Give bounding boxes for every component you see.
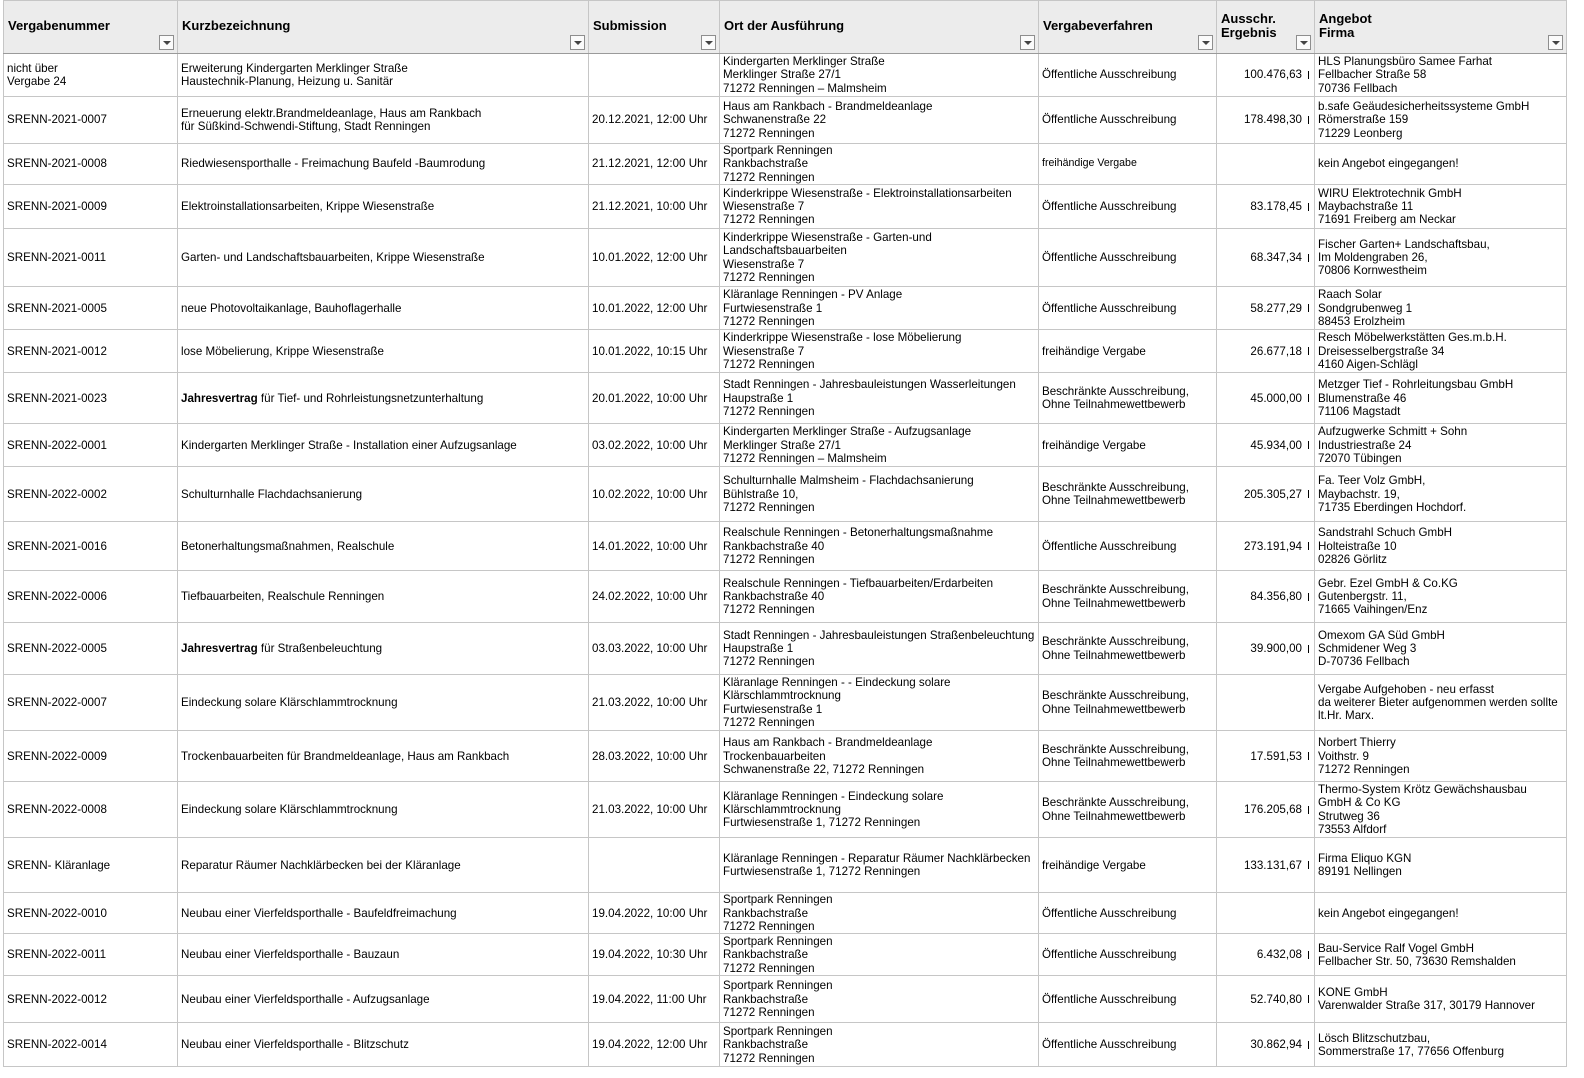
ergebnis-value: 133.131,67 [1243,858,1302,872]
cell-ergebnis[interactable] [1217,934,1315,976]
vergabe-table [3,0,1567,1067]
cell-kurzbezeichnung[interactable] [178,893,589,934]
ergebnis-value: 205.305,27 [1243,487,1302,501]
cell-vergabeverfahren[interactable]: Beschränkte Ausschreibung, Ohne Teilnahmewettbewerb [1039,571,1217,623]
cell-marker-icon [1308,441,1309,449]
cell-kurzbezeichnung[interactable] [178,54,589,97]
kurz-text: Trockenbauarbeiten für Brandmeldeanlage, Haus am Rankbach [181,749,510,763]
cell-kurzbezeichnung[interactable] [178,571,589,623]
kurz-text: lose Möbelierung, Krippe Wiesenstraße [181,344,384,358]
cell-ergebnis[interactable] [1217,976,1315,1023]
cell-kurzbezeichnung[interactable] [178,782,589,838]
cell-marker-icon [1308,752,1309,760]
cell-ergebnis[interactable] [1217,467,1315,522]
kurz-text: Neubau einer Vierfeldsporthalle - Aufzugsanlage [181,992,430,1006]
header-angebot-firma [1315,1,1567,54]
cell-ergebnis[interactable] [1217,229,1315,287]
cell-ergebnis[interactable] [1217,185,1315,229]
filter-dropdown-icon[interactable] [1548,35,1563,50]
cell-ort[interactable]: Kläranlage Renningen - Eindeckung solare Klärschlammtrocknung Furtwiesenstraße 1, 71272 Renningen [720,782,1039,838]
cell-ergebnis[interactable] [1217,54,1315,97]
cell-vergabeverfahren[interactable]: Öffentliche Ausschreibung [1039,97,1217,144]
cell-marker-icon [1308,542,1309,550]
table-row [4,571,1567,623]
table-row [4,623,1567,675]
cell-ort[interactable]: Schulturnhalle Malmsheim - Flachdachsanierung Bühlstraße 10, 71272 Renningen [720,467,1039,522]
cell-firma[interactable]: Firma Eliquo KGN 89191 Nellingen [1315,838,1567,893]
cell-submission[interactable]: 24.02.2022, 10:00 Uhr [589,571,720,623]
cell-kurzbezeichnung[interactable] [178,934,589,976]
ergebnis-value: 6.432,08 [1256,948,1302,962]
cell-ort[interactable]: Realschule Renningen - Betonerhaltungsmaßnahme Rankbachstraße 40 71272 Renningen [720,522,1039,571]
cell-firma[interactable]: WIRU Elektrotechnik GmbH Maybachstraße 11 71691 Freiberg am Neckar [1315,185,1567,229]
header-label: Angebot Firma [1319,11,1372,40]
header-kurzbezeichnung [178,1,589,54]
ergebnis-value: 58.277,29 [1250,301,1302,315]
cell-vergabenummer[interactable]: SRENN-2021-0007 [4,97,178,144]
cell-ergebnis[interactable] [1217,1023,1315,1067]
filter-dropdown-icon[interactable] [701,35,716,50]
cell-ergebnis[interactable] [1217,623,1315,675]
cell-vergabeverfahren[interactable]: Beschränkte Ausschreibung, Ohne Teilnahmewettbewerb [1039,467,1217,522]
cell-vergabeverfahren[interactable]: freihändige Vergabe [1039,838,1217,893]
ergebnis-value: 45.000,00 [1250,391,1302,405]
cell-kurzbezeichnung[interactable] [178,229,589,287]
filter-dropdown-icon[interactable] [570,35,585,50]
ergebnis-value: 68.347,34 [1250,251,1302,265]
table-row [4,522,1567,571]
cell-submission[interactable]: 28.03.2022, 10:00 Uhr [589,731,720,782]
cell-submission[interactable]: 21.03.2022, 10:00 Uhr [589,675,720,731]
kurz-bold-text: Jahresvertrag [181,391,258,405]
cell-vergabeverfahren[interactable]: Öffentliche Ausschreibung [1039,976,1217,1023]
cell-marker-icon [1308,995,1309,1003]
cell-vergabenummer[interactable]: SRENN-2022-0001 [4,424,178,467]
cell-submission[interactable] [589,54,720,97]
cell-vergabeverfahren[interactable]: Öffentliche Ausschreibung [1039,185,1217,229]
cell-vergabeverfahren[interactable]: Beschränkte Ausschreibung, Ohne Teilnahmewettbewerb [1039,373,1217,424]
cell-vergabenummer[interactable]: SRENN-2022-0009 [4,731,178,782]
cell-kurzbezeichnung[interactable] [178,1023,589,1067]
cell-firma[interactable]: Aufzugwerke Schmitt + Sohn Industriestraße 24 72070 Tübingen [1315,424,1567,467]
cell-submission[interactable]: 21.03.2022, 10:00 Uhr [589,782,720,838]
header-label: Submission [593,18,667,33]
cell-submission[interactable]: 03.02.2022, 10:00 Uhr [589,424,720,467]
table-row [4,976,1567,1023]
cell-vergabenummer[interactable]: SRENN-2022-0006 [4,571,178,623]
cell-ergebnis[interactable] [1217,675,1315,731]
kurz-text: für Straßenbeleuchtung [257,642,383,656]
kurz-text: für Tief- und Rohrleistungsnetzunterhaltung [257,391,484,405]
cell-vergabeverfahren[interactable]: Öffentliche Ausschreibung [1039,934,1217,976]
table-row [4,373,1567,424]
cell-vergabenummer[interactable]: SRENN-2022-0012 [4,976,178,1023]
ergebnis-value: 100.476,63 [1243,68,1302,82]
cell-submission[interactable]: 19.04.2022, 11:00 Uhr [589,976,720,1023]
cell-submission[interactable]: 19.04.2022, 10:30 Uhr [589,934,720,976]
kurz-text: Tiefbauarbeiten, Realschule Renningen [181,590,385,604]
ergebnis-value: 26.677,18 [1250,344,1302,358]
cell-submission[interactable]: 19.04.2022, 12:00 Uhr [589,1023,720,1067]
kurz-text: Neubau einer Vierfeldsporthalle - Baufeldfreimachung [181,906,457,920]
cell-firma[interactable]: Fischer Garten+ Landschaftsbau, Im Moldengraben 26, 70806 Kornwestheim [1315,229,1567,287]
table-row [4,838,1567,893]
cell-ort[interactable]: Sportpark Renningen Rankbachstraße 71272 Renningen [720,1023,1039,1067]
cell-ergebnis[interactable] [1217,97,1315,144]
table-row [4,144,1567,185]
table-row [4,287,1567,330]
cell-vergabeverfahren[interactable]: freihändige Vergabe [1039,330,1217,373]
cell-marker-icon [1308,71,1309,79]
filter-dropdown-icon[interactable] [159,35,174,50]
cell-ergebnis[interactable] [1217,782,1315,838]
cell-vergabenummer[interactable]: SRENN-2021-0023 [4,373,178,424]
cell-submission[interactable]: 21.12.2021, 12:00 Uhr [589,144,720,185]
ergebnis-value: 52.740,80 [1250,992,1302,1006]
cell-vergabenummer[interactable]: SRENN-2021-0011 [4,229,178,287]
table-row [4,467,1567,522]
cell-ort[interactable]: Stadt Renningen - Jahresbauleistungen Wasserleitungen Haupstraße 1 71272 Renningen [720,373,1039,424]
table-row [4,782,1567,838]
cell-ort[interactable]: Kläranlage Renningen - Reparatur Räumer Nachklärbecken Furtwiesenstraße 1, 71272 Renningen [720,838,1039,893]
kurz-text: Reparatur Räumer Nachklärbecken bei der Kläranlage [181,858,461,872]
cell-vergabeverfahren[interactable]: Beschränkte Ausschreibung, Ohne Teilnahmewettbewerb [1039,623,1217,675]
cell-marker-icon [1308,304,1309,312]
ergebnis-value: 17.591,53 [1250,749,1302,763]
cell-vergabenummer[interactable]: SRENN-2022-0008 [4,782,178,838]
kurz-text: Garten- und Landschaftsbauarbeiten, Krippe Wiesenstraße [181,251,485,265]
cell-vergabeverfahren[interactable]: Öffentliche Ausschreibung [1039,54,1217,97]
ergebnis-value: 45.934,00 [1250,438,1302,452]
header-vergabenummer [4,1,178,54]
table-row [4,731,1567,782]
kurz-text: Riedwiesensporthalle - Freimachung Baufeld -Baumrodung [181,157,486,171]
cell-vergabenummer[interactable]: SRENN- Kläranlage [4,838,178,893]
cell-ergebnis[interactable] [1217,838,1315,893]
cell-submission[interactable]: 20.01.2022, 10:00 Uhr [589,373,720,424]
header-label: Vergabenummer [8,18,110,33]
ergebnis-value: 178.498,30 [1243,113,1302,127]
cell-marker-icon [1308,593,1309,601]
cell-firma[interactable]: kein Angebot eingegangen! [1315,893,1567,934]
header-submission [589,1,720,54]
cell-submission[interactable]: 10.01.2022, 12:00 Uhr [589,287,720,330]
cell-vergabenummer[interactable]: SRENN-2022-0002 [4,467,178,522]
cell-firma[interactable]: Norbert Thierry Voithstr. 9 71272 Renningen [1315,731,1567,782]
cell-vergabenummer[interactable]: SRENN-2021-0005 [4,287,178,330]
cell-marker-icon [1308,490,1309,498]
cell-kurzbezeichnung[interactable] [178,522,589,571]
cell-firma[interactable]: Bau-Service Ralf Vogel GmbH Fellbacher Str. 50, 73630 Remshalden [1315,934,1567,976]
cell-kurzbezeichnung[interactable] [178,373,589,424]
cell-submission[interactable]: 20.12.2021, 12:00 Uhr [589,97,720,144]
header-label: Vergabeverfahren [1043,18,1153,33]
cell-ergebnis[interactable] [1217,522,1315,571]
cell-kurzbezeichnung[interactable] [178,287,589,330]
ergebnis-value: 30.862,94 [1250,1038,1302,1052]
header-ergebnis [1217,1,1315,54]
header-vergabeverfahren [1039,1,1217,54]
cell-vergabenummer[interactable]: SRENN-2022-0005 [4,623,178,675]
cell-vergabeverfahren[interactable]: freihändige Vergabe [1039,144,1217,185]
cell-vergabeverfahren[interactable]: Öffentliche Ausschreibung [1039,229,1217,287]
filter-dropdown-icon[interactable] [1020,35,1035,50]
table-row [4,424,1567,467]
cell-kurzbezeichnung[interactable] [178,731,589,782]
kurz-text: Eindeckung solare Klärschlammtrocknung [181,803,398,817]
kurz-text: Erneuerung elektr.Brandmeldeanlage, Haus am Rankbach für Süßkind-Schwendi-Stiftung, Stadt Renningen [181,106,482,133]
cell-marker-icon [1308,806,1309,814]
cell-ergebnis[interactable] [1217,330,1315,373]
cell-vergabenummer[interactable]: SRENN-2022-0014 [4,1023,178,1067]
cell-vergabeverfahren[interactable]: Beschränkte Ausschreibung, Ohne Teilnahmewettbewerb [1039,675,1217,731]
cell-ort[interactable]: Kläranlage Renningen - - Eindeckung solare Klärschlammtrocknung Furtwiesenstraße 1 71272 Renningen [720,675,1039,731]
cell-vergabenummer[interactable]: SRENN-2021-0008 [4,144,178,185]
cell-vergabenummer[interactable]: nicht über Vergabe 24 [4,54,178,97]
cell-ort[interactable]: Haus am Rankbach - Brandmeldeanlage Trockenbauarbeiten Schwanenstraße 22, 71272 Renningen [720,731,1039,782]
cell-marker-icon [1308,347,1309,355]
ergebnis-value: 176.205,68 [1243,803,1302,817]
cell-vergabeverfahren[interactable]: freihändige Vergabe [1039,424,1217,467]
cell-kurzbezeichnung[interactable] [178,97,589,144]
cell-kurzbezeichnung[interactable] [178,467,589,522]
table-row [4,54,1567,97]
cell-vergabeverfahren[interactable]: Beschränkte Ausschreibung, Ohne Teilnahmewettbewerb [1039,782,1217,838]
cell-firma[interactable]: HLS Planungsbüro Samee Farhat Fellbacher Straße 58 70736 Fellbach [1315,54,1567,97]
cell-ort[interactable]: Kinderkrippe Wiesenstraße - Elektroinstallationsarbeiten Wiesenstraße 7 71272 Renningen [720,185,1039,229]
cell-kurzbezeichnung[interactable] [178,144,589,185]
cell-submission[interactable] [589,838,720,893]
cell-kurzbezeichnung[interactable] [178,330,589,373]
cell-firma[interactable]: kein Angebot eingegangen! [1315,144,1567,185]
cell-vergabeverfahren[interactable]: Öffentliche Ausschreibung [1039,522,1217,571]
cell-submission[interactable]: 03.03.2022, 10:00 Uhr [589,623,720,675]
cell-marker-icon [1308,1041,1309,1049]
table-row [4,1023,1567,1067]
cell-vergabeverfahren[interactable]: Öffentliche Ausschreibung [1039,1023,1217,1067]
cell-marker-icon [1308,951,1309,959]
kurz-text: neue Photovoltaikanlage, Bauhoflagerhalle [181,301,402,315]
kurz-text: Elektroinstallationsarbeiten, Krippe Wiesenstraße [181,200,435,214]
kurz-text: Schulturnhalle Flachdachsanierung [181,487,363,501]
table-row [4,330,1567,373]
cell-ort[interactable]: Kläranlage Renningen - PV Anlage Furtwiesenstraße 1 71272 Renningen [720,287,1039,330]
cell-ort[interactable]: Kindergarten Merklinger Straße Merklinger Straße 27/1 71272 Renningen – Malmsheim [720,54,1039,97]
cell-marker-icon [1308,116,1309,124]
header-ort-der-ausfuehrung [720,1,1039,54]
cell-marker-icon [1308,203,1309,211]
cell-ort[interactable]: Kindergarten Merklinger Straße - Aufzugsanlage Merklinger Straße 27/1 71272 Renningen – Malmsheim [720,424,1039,467]
cell-ergebnis[interactable] [1217,373,1315,424]
table-body [4,54,1567,1067]
cell-firma[interactable]: Sandstrahl Schuch GmbH Holteistraße 10 02826 Görlitz [1315,522,1567,571]
header-label: Ort der Ausführung [724,18,845,33]
kurz-text: Eindeckung solare Klärschlammtrocknung [181,696,398,710]
cell-ort[interactable]: Stadt Renningen - Jahresbauleistungen Straßenbeleuchtung Haupstraße 1 71272 Renningen [720,623,1039,675]
ergebnis-value: 84.356,80 [1250,590,1302,604]
kurz-text: Betonerhaltungsmaßnahmen, Realschule [181,539,395,553]
cell-firma[interactable]: Vergabe Aufgehoben - neu erfasst da weiterer Bieter aufgenommen werden sollte lt.Hr. Marx. [1315,675,1567,731]
cell-ort[interactable]: Sportpark Renningen Rankbachstraße 71272 Renningen [720,144,1039,185]
cell-firma[interactable]: Lösch Blitzschutzbau, Sommerstraße 17, 77656 Offenburg [1315,1023,1567,1067]
cell-firma[interactable]: Raach Solar Sondgrubenweg 1 88453 Erolzheim [1315,287,1567,330]
kurz-text: Neubau einer Vierfeldsporthalle - Blitzschutz [181,1038,409,1052]
cell-ergebnis[interactable] [1217,731,1315,782]
cell-kurzbezeichnung[interactable] [178,185,589,229]
cell-submission[interactable]: 14.01.2022, 10:00 Uhr [589,522,720,571]
table-row [4,97,1567,144]
cell-ort[interactable]: Kinderkrippe Wiesenstraße - lose Möbelierung Wiesenstraße 7 71272 Renningen [720,330,1039,373]
cell-ergebnis[interactable] [1217,571,1315,623]
kurz-text: Kindergarten Merklinger Straße - Installation einer Aufzugsanlage [181,438,517,452]
cell-vergabenummer[interactable]: SRENN-2021-0016 [4,522,178,571]
cell-vergabenummer[interactable]: SRENN-2021-0009 [4,185,178,229]
cell-kurzbezeichnung[interactable] [178,675,589,731]
cell-firma[interactable]: Thermo-System Krötz Gewächshausbau GmbH & Co KG Strutweg 36 73553 Alfdorf [1315,782,1567,838]
cell-firma[interactable]: Resch Möbelwerkstätten Ges.m.b.H. Dreisesselbergstraße 34 4160 Aigen-Schlägl [1315,330,1567,373]
ergebnis-value: 273.191,94 [1243,539,1302,553]
cell-kurzbezeichnung[interactable] [178,623,589,675]
cell-ort[interactable]: Sportpark Renningen Rankbachstraße 71272 Renningen [720,893,1039,934]
cell-vergabeverfahren[interactable]: Öffentliche Ausschreibung [1039,893,1217,934]
cell-vergabeverfahren[interactable]: Öffentliche Ausschreibung [1039,287,1217,330]
table-row [4,675,1567,731]
cell-submission[interactable]: 10.01.2022, 12:00 Uhr [589,229,720,287]
cell-kurzbezeichnung[interactable] [178,838,589,893]
kurz-text: Neubau einer Vierfeldsporthalle - Bauzaun [181,948,400,962]
header-row [4,1,1567,54]
table-row [4,934,1567,976]
cell-ort[interactable]: Sportpark Renningen Rankbachstraße 71272 Renningen [720,934,1039,976]
cell-firma[interactable]: Gebr. Ezel GmbH & Co.KG Gutenbergstr. 11, 71665 Vaihingen/Enz [1315,571,1567,623]
cell-marker-icon [1308,861,1309,869]
cell-vergabeverfahren[interactable]: Beschränkte Ausschreibung, Ohne Teilnahmewettbewerb [1039,731,1217,782]
filter-dropdown-icon[interactable] [1296,35,1311,50]
cell-kurzbezeichnung[interactable] [178,976,589,1023]
kurz-bold-text: Jahresvertrag [181,642,258,656]
table-row [4,893,1567,934]
ergebnis-value: 83.178,45 [1250,200,1302,214]
cell-firma[interactable]: KONE GmbH Varenwalder Straße 317, 30179 Hannover [1315,976,1567,1023]
cell-marker-icon [1308,394,1309,402]
header-label: Kurzbezeichnung [182,18,291,33]
cell-kurzbezeichnung[interactable] [178,424,589,467]
cell-ergebnis[interactable] [1217,287,1315,330]
cell-firma[interactable]: Omexom GA Süd GmbH Schmidener Weg 3 D-70736 Fellbach [1315,623,1567,675]
table-row [4,229,1567,287]
cell-firma[interactable]: Fa. Teer Volz GmbH, Maybachstr. 19, 71735 Eberdingen Hochdorf. [1315,467,1567,522]
cell-firma[interactable]: b.safe Geäudesicherheitssysteme GmbH Römerstraße 159 71229 Leonberg [1315,97,1567,144]
cell-ort[interactable]: Haus am Rankbach - Brandmeldeanlage Schwanenstraße 22 71272 Renningen [720,97,1039,144]
kurz-text: Erweiterung Kindergarten Merklinger Straße Haustechnik-Planung, Heizung u. Sanitär [181,61,408,88]
cell-vergabenummer[interactable]: SRENN-2022-0010 [4,893,178,934]
cell-submission[interactable]: 10.01.2022, 10:15 Uhr [589,330,720,373]
cell-vergabenummer[interactable]: SRENN-2022-0007 [4,675,178,731]
ergebnis-value: 39.900,00 [1250,642,1302,656]
cell-firma[interactable]: Metzger Tief - Rohrleitungsbau GmbH Blumenstraße 46 71106 Magstadt [1315,373,1567,424]
header-label: Ausschr. Ergebnis [1221,11,1277,40]
table-row [4,185,1567,229]
cell-submission[interactable]: 10.02.2022, 10:00 Uhr [589,467,720,522]
cell-ergebnis[interactable] [1217,893,1315,934]
cell-submission[interactable]: 19.04.2022, 10:00 Uhr [589,893,720,934]
cell-ort[interactable]: Realschule Renningen - Tiefbauarbeiten/Erdarbeiten Rankbachstraße 40 71272 Renningen [720,571,1039,623]
cell-ort[interactable]: Kinderkrippe Wiesenstraße - Garten-und Landschaftsbauarbeiten Wiesenstraße 7 71272 Renningen [720,229,1039,287]
cell-submission[interactable]: 21.12.2021, 10:00 Uhr [589,185,720,229]
cell-vergabenummer[interactable]: SRENN-2021-0012 [4,330,178,373]
cell-ergebnis[interactable] [1217,144,1315,185]
cell-vergabenummer[interactable]: SRENN-2022-0011 [4,934,178,976]
cell-marker-icon [1308,645,1309,653]
cell-ergebnis[interactable] [1217,424,1315,467]
cell-marker-icon [1308,254,1309,262]
filter-dropdown-icon[interactable] [1198,35,1213,50]
cell-ort[interactable]: Sportpark Renningen Rankbachstraße 71272 Renningen [720,976,1039,1023]
